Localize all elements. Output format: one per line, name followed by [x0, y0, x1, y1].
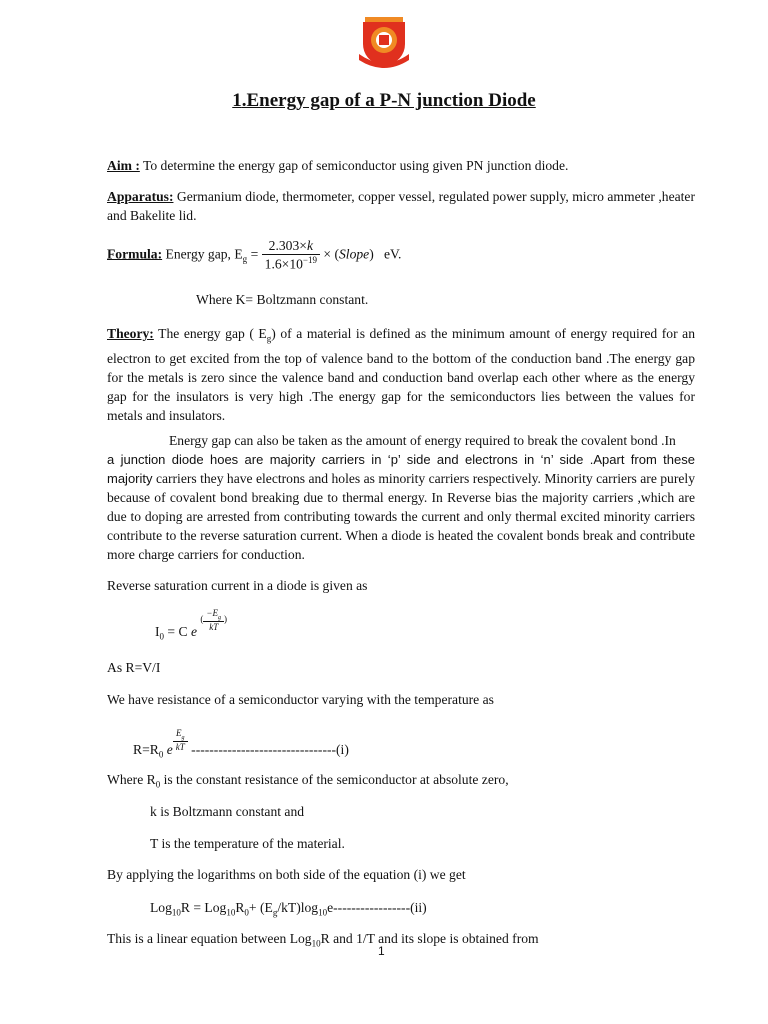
- r-exp-num-sub: g: [181, 734, 185, 741]
- theory-label: Theory:: [107, 326, 154, 341]
- aim-paragraph: [107, 156, 695, 175]
- log-e: /kT)log: [277, 900, 319, 915]
- log-d-sub: g: [272, 907, 278, 918]
- i0-exp-num-sub: g: [218, 614, 221, 621]
- linear-b: R and 1/T and its slope is obtained from: [320, 931, 539, 946]
- linear-a: This is a linear equation between Log: [107, 931, 312, 946]
- r-lhs-sub: 0: [158, 749, 164, 760]
- theory-p2-sans: a junction diode hoes are majority carriers in ‘p’ side and electrons in ‘n’ side .Apart from these majority: [107, 452, 695, 486]
- apparatus-paragraph: [107, 187, 695, 225]
- log-f: e-----------------(ii): [327, 900, 427, 915]
- log-a: Log: [150, 900, 172, 915]
- formula-fraction: [262, 238, 320, 273]
- equation-i0: [155, 608, 227, 646]
- formula-line: [107, 238, 401, 273]
- theory-sub: g: [266, 333, 272, 344]
- where-line-1: [107, 772, 509, 790]
- r-exponent: [173, 728, 188, 752]
- r-exp-den: kT: [175, 741, 185, 752]
- resistance-intro: We have resistance of a semiconductor varying with the temperature as: [107, 692, 494, 707]
- fraction-denominator-exp: −19: [302, 255, 317, 265]
- aim-text: To determine the energy gap of semiconductor using given PN junction diode.: [139, 158, 569, 173]
- i0-eq: = C: [164, 623, 191, 639]
- i0-exp-den: kT: [209, 621, 219, 632]
- r-e: e: [166, 741, 173, 757]
- formula-sub: g: [242, 254, 248, 265]
- page-title: [0, 90, 768, 112]
- log-b: R = Log: [180, 900, 227, 915]
- theory-p2-rest: carriers they have electrons and holes as minority carriers respectively. Minority carriers are purely because of covalent bond breaking due to thermal energy. In Reverse bias the majority carriers ,which are due to doping are arrested from contributing towards the current and only thermal excited minority carriers contribute to the reverse saturation current. When a diode is heated the covalent bonds break and contribute more charge carriers for conduction.: [107, 471, 695, 562]
- theory-text-b: ) of a material is defined as the minimum amount of energy required for an electron to get excited from the top of valence band to the bottom of the conduction band .The energy gap for the metals is zero since the valence band and conduction band overlap each other where as the energy gap for the insulators is very high .The energy gap for the semiconductors lies between the values for metals and insulators.: [107, 326, 696, 423]
- log-b-sub: 10: [226, 907, 236, 918]
- i0-exponent: ( $\frac{-E_g}{kT}$ ): [200, 608, 227, 632]
- formula-unit: eV.: [383, 246, 402, 262]
- apparatus-text: Germanium diode, thermometer, copper vessel, regulated power supply, micro ammeter ,heater and Bakelite lid.: [107, 189, 695, 223]
- r-lhs: R=R: [133, 741, 159, 757]
- theory-text-a: The energy gap ( E: [153, 326, 267, 341]
- formula-times: × (: [323, 246, 339, 262]
- i0-exp-num: −E: [206, 608, 218, 618]
- fraction-numerator-var: k: [306, 238, 313, 253]
- formula-equals: =: [247, 246, 259, 262]
- r-tail: --------------------------------(i): [191, 741, 349, 757]
- formula-slope: Slope: [339, 246, 370, 262]
- aim-label: Aim :: [107, 158, 140, 173]
- theory-paragraph: [107, 324, 695, 425]
- ohm-law: As R=V/I: [107, 660, 161, 675]
- apparatus-label: Apparatus:: [107, 189, 174, 204]
- formula-close: ): [369, 246, 374, 262]
- log-d: + (E: [248, 900, 273, 915]
- where-l1b: is the constant resistance of the semiconductor at absolute zero,: [160, 772, 509, 787]
- where-l1a: Where R: [107, 772, 156, 787]
- log-intro: By applying the logarithms on both side of the equation (i) we get: [107, 867, 466, 882]
- page-number: 1: [378, 944, 385, 958]
- r-exp-num: E: [176, 728, 182, 738]
- title-number: 1: [232, 90, 242, 111]
- log-c: R: [235, 900, 245, 915]
- i0-lhs: I: [155, 623, 160, 639]
- log-c-sub: 0: [244, 907, 249, 918]
- i0-e: e: [190, 623, 198, 639]
- title-text: .Energy gap of a P-N junction Diode: [241, 90, 536, 111]
- theory-paragraph-2: [107, 431, 695, 564]
- where-l1sub: 0: [155, 779, 161, 790]
- where-line-2: k is Boltzmann constant and: [150, 804, 305, 819]
- reverse-intro: Reverse saturation current in a diode is given as: [107, 578, 368, 593]
- equation-log: [150, 900, 427, 918]
- i0-lhs-sub: 0: [159, 631, 165, 642]
- where-line-3: T is the temperature of the material.: [150, 836, 345, 851]
- formula-text: Energy gap, E: [162, 246, 243, 262]
- fraction-numerator: 2.303×: [268, 238, 307, 253]
- college-emblem-icon: [355, 14, 413, 70]
- theory-p2-line1: Energy gap can also be taken as the amount of energy required to break the covalent bond .In: [169, 433, 676, 448]
- linear-a-sub: 10: [311, 938, 321, 949]
- log-a-sub: 10: [171, 907, 181, 918]
- log-e-sub: 10: [318, 907, 328, 918]
- equation-r: [133, 728, 349, 764]
- formula-where: Where K= Boltzmann constant.: [196, 292, 369, 307]
- fraction-denominator: 1.6×10: [264, 256, 303, 272]
- formula-label: Formula:: [107, 246, 163, 262]
- linear-line: [107, 931, 539, 949]
